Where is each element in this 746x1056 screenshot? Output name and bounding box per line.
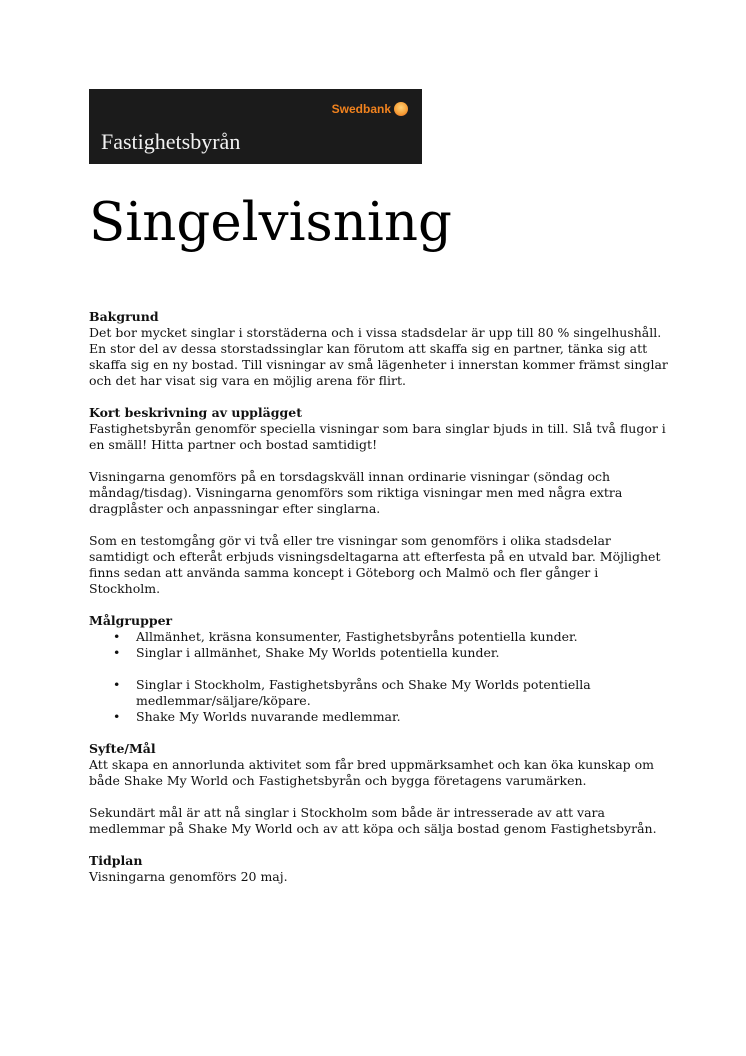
paragraph-beskrivning-3: Som en testomgång gör vi två eller tre visningar som genomförs i olika stadsdelar samtidigt och efteråt erbjuds visningsdeltagarna att efterfesta på en utvald bar. Möjlighet finns sedan att använda samma koncept i Göteborg och Malmö och fler gånger i Stockholm.	[89, 533, 661, 596]
paragraph-bakgrund: Det bor mycket singlar i storstäderna och i vissa stadsdelar är upp till 80 % singelhushåll. En stor del av dessa storstadssinglar kan förutom att skaffa sig en partner, tänka sig att skaffa sig en ny bostad. Till visningar av små lägenheter i innerstan kommer främst singlar och det har visat sig vara en möjlig arena för flirt.	[89, 325, 668, 388]
document-body	[89, 309, 669, 885]
brand-name: Fastighetsbyrån	[101, 129, 241, 154]
heading-malgrupper: Målgrupper	[89, 613, 173, 628]
heading-beskrivning: Kort beskrivning av upplägget	[89, 405, 302, 420]
malgrupper-list-b	[89, 677, 669, 725]
heading-syfte: Syfte/Mål	[89, 741, 156, 756]
paragraph-beskrivning-2: Visningarna genomförs på en torsdagskväll innan ordinarie visningar (söndag och måndag/tisdag). Visningarna genomförs som riktiga visningar men med några extra dragplåster och anpassningar efter singlarna.	[89, 469, 623, 516]
fastighetsbyran-logo	[89, 89, 422, 164]
paragraph-syfte-1: Att skapa en annorlunda aktivitet som får bred uppmärksamhet och kan öka kunskap om både Shake My World och Fastighetsbyrån och bygga företagens varumärken.	[89, 757, 655, 788]
document-title: Singelvisning	[89, 192, 452, 253]
list-item: • Singlar i Stockholm, Fastighetsbyråns och Shake My Worlds potentiella medlemmar/säljare/köpare.	[89, 677, 669, 709]
paragraph-tidplan: Visningarna genomförs 20 maj.	[89, 869, 288, 884]
swedbank-mark	[332, 102, 408, 116]
heading-bakgrund: Bakgrund	[89, 309, 159, 324]
paragraph-syfte-2: Sekundärt mål är att nå singlar i Stockholm som både är intresserade av att vara medlemmar på Shake My World och av att köpa och sälja bostad genom Fastighetsbyrån.	[89, 805, 657, 836]
swedbank-name: Swedbank	[331, 102, 391, 116]
malgrupper-list-a	[89, 629, 669, 661]
list-item: • Singlar i allmänhet, Shake My Worlds potentiella kunder.	[89, 645, 669, 661]
swedbank-sun-icon	[394, 102, 408, 116]
list-item: • Shake My Worlds nuvarande medlemmar.	[89, 709, 669, 725]
paragraph-beskrivning-1: Fastighetsbyrån genomför speciella visningar som bara singlar bjuds in till. Slå två flugor i en smäll! Hitta partner och bostad samtidigt!	[89, 421, 666, 452]
list-item: • Allmänhet, kräsna konsumenter, Fastighetsbyråns potentiella kunder.	[89, 629, 669, 645]
heading-tidplan: Tidplan	[89, 853, 143, 868]
